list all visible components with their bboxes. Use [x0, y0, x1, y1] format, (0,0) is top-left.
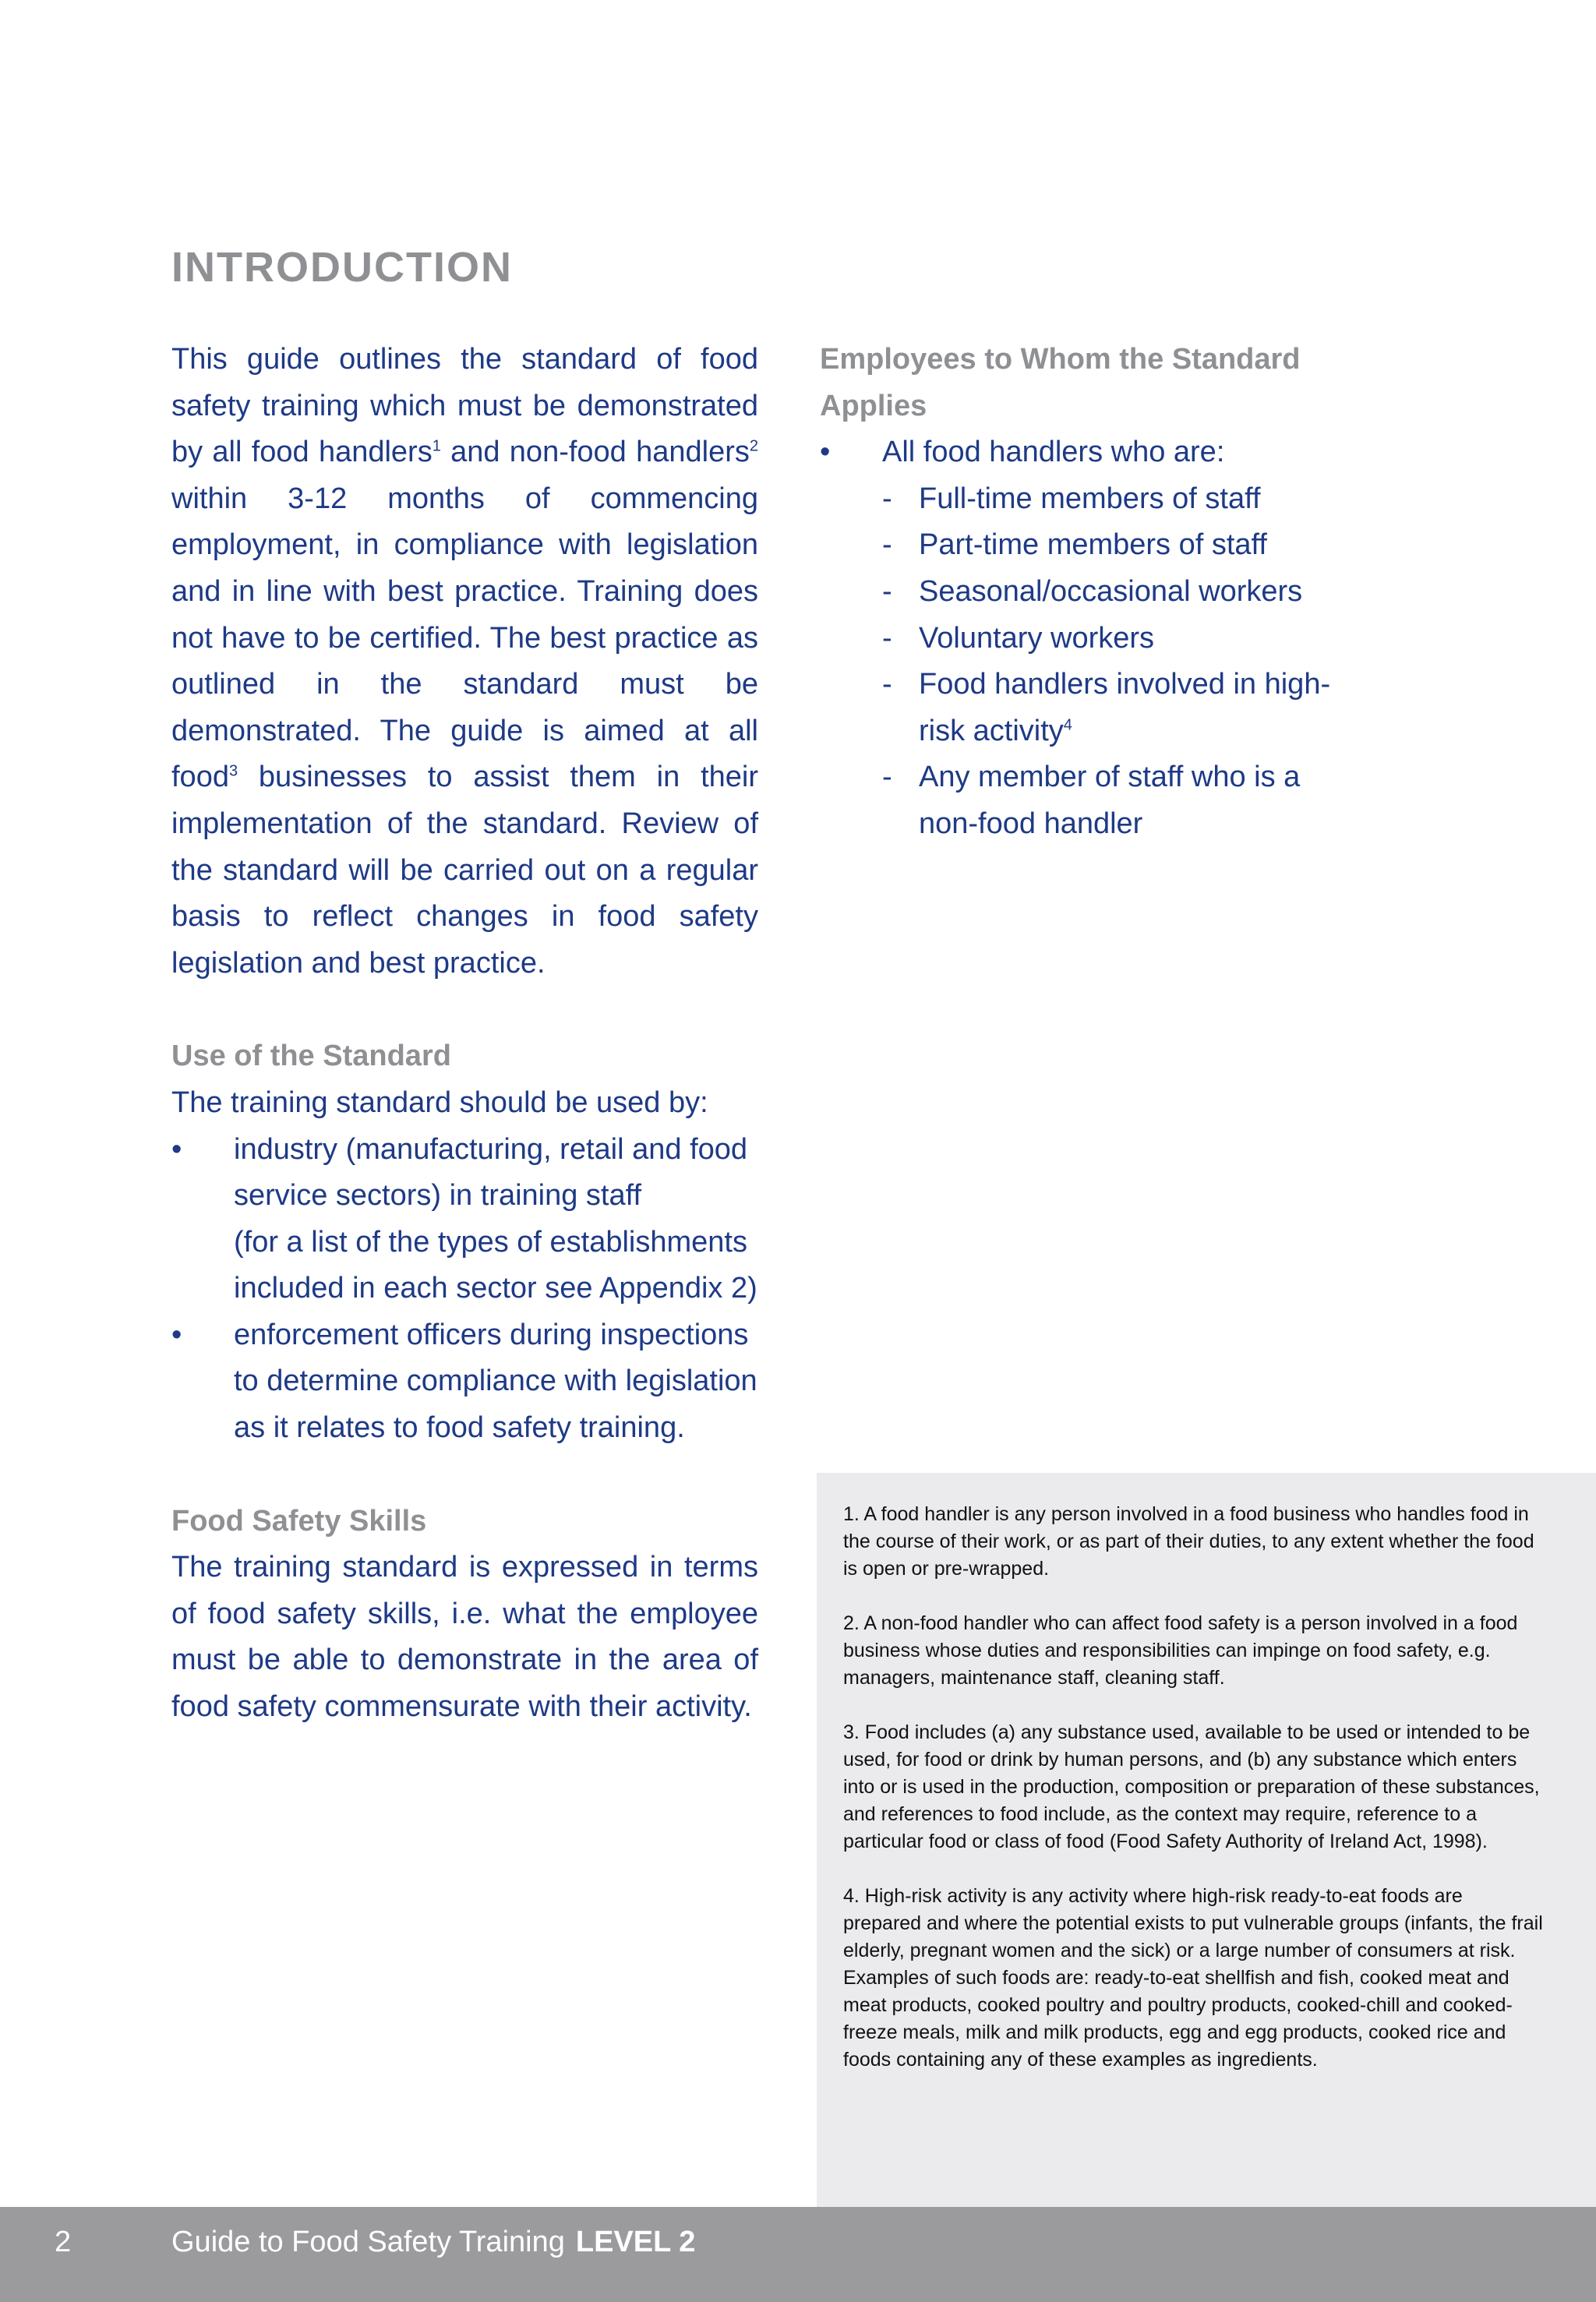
footnote-ref-3: 3 — [228, 762, 238, 780]
dash-icon: - — [882, 668, 892, 701]
footnote-2: 2. A non-food handler who can affect food safety is a person involved in a food business whose duties and responsibilities can impinge on food safety, e.g. managers, maintenance staff, cleaning staff. — [843, 1612, 1518, 1689]
footnote-4: 4. High-risk activity is any activity where high-risk ready-to-eat foods are prepared and where the potential exists to put vulnerable groups (infants, the frail elderly, pregnant women and the sick) or a large number of consumers at risk. Examples of such foods are: ready-to-eat shellfish and fish, cooked meat and meat products, cooked poultry and poultry products, cooked-chill and cooked-freeze meals, milk and milk products, egg and egg products, cooked rice and foods containing any of these examples as ingredients. — [843, 1885, 1543, 2071]
page-title: INTRODUCTION — [171, 244, 513, 291]
dash-icon: - — [882, 761, 892, 794]
list-item: - Full-time members of staff — [820, 476, 1350, 523]
list-item: - Food handlers involved in high-risk activity$^4$ — [820, 662, 1350, 754]
page-number: 2 — [55, 2226, 72, 2258]
footnote-ref-4: 4 — [1063, 716, 1072, 734]
food-safety-skills-text: The training standard is expressed in terms of food safety skills, i.e. what the employee must be able to demonstrate in the area of food safety commensurate with their activity. — [171, 1551, 758, 1724]
footer-bar — [0, 2207, 1596, 2302]
footer-title — [171, 2207, 695, 2277]
use-of-standard-lead: The training standard should be used by: — [171, 1086, 708, 1119]
list-item: - Voluntary workers — [820, 616, 1350, 662]
list-item: • All food handlers who are: — [820, 429, 1428, 476]
footnote-ref-2: 2 — [749, 437, 758, 455]
employees-sublist — [820, 476, 1350, 848]
list-item: - Any member of staff who is a non-food handler — [820, 754, 1350, 847]
bullet-icon: • — [171, 1318, 182, 1351]
footnote-1: 1. A food handler is any person involved in a food business who handles food in the course of their work, or as part of their duties, to any extent whether the food is open or pre-wrapped. — [843, 1503, 1534, 1580]
list-item: - Part-time members of staff — [820, 522, 1350, 569]
dash-icon: - — [882, 528, 892, 562]
employees-heading: Employees to Whom the Standard Applies — [820, 343, 1301, 422]
bullet-icon: • — [171, 1132, 182, 1166]
footnote-ref-1: 1 — [432, 437, 441, 455]
left-column — [171, 337, 758, 1731]
list-item: - Seasonal/occasional workers — [820, 569, 1350, 616]
level-label: LEVEL 2 — [575, 2226, 696, 2258]
footnotes-list — [843, 1501, 1545, 2101]
use-of-standard-heading: Use of the Standard — [171, 1040, 451, 1073]
bullet-icon: • — [820, 436, 831, 469]
list-item: • enforcement officers during inspections to determine compliance with legislation as it relates to food safety training. — [171, 1312, 758, 1452]
employees-list — [820, 429, 1428, 476]
footnote-3: 3. Food includes (a) any substance used, available to be used or intended to be used, for food or drink by human persons, and (b) any substance which enters into or is used in the production, composition or preparation of these substances, and references to food include, as the context may require, reference to a particular food or class of food (Food Safety Authority of Ireland Act, 1998). — [843, 1721, 1540, 1852]
guide-title: Guide to Food Safety Training — [171, 2226, 565, 2258]
food-safety-skills-heading: Food Safety Skills — [171, 1504, 427, 1538]
use-of-standard-list — [171, 1127, 758, 1452]
dash-icon: - — [882, 621, 892, 655]
intro-paragraph: This guide outlines the standard of food safety training which must be demonstrated by all food handlers$^1$ and non-food handlers$^2$ within 3-12 months of commencing employment, in compliance with legislation and in line with best practice. Training does not have to be certified. The best practice as outlined in the standard must be demonstrated. The guide is aimed at all food$^3$ businesses to assist them in their implementation of the standard. Review of the standard will be carried out on a regular basis to reflect changes in food safety legislation and best practice. — [171, 343, 758, 980]
dash-icon: - — [882, 482, 892, 515]
footnotes-box — [817, 1473, 1596, 2207]
list-item: • industry (manufacturing, retail and food service sectors) in training staff (for a list of the types of establishments included in each sector see Appendix 2) — [171, 1127, 758, 1312]
right-column — [820, 337, 1428, 848]
dash-icon: - — [882, 574, 892, 608]
